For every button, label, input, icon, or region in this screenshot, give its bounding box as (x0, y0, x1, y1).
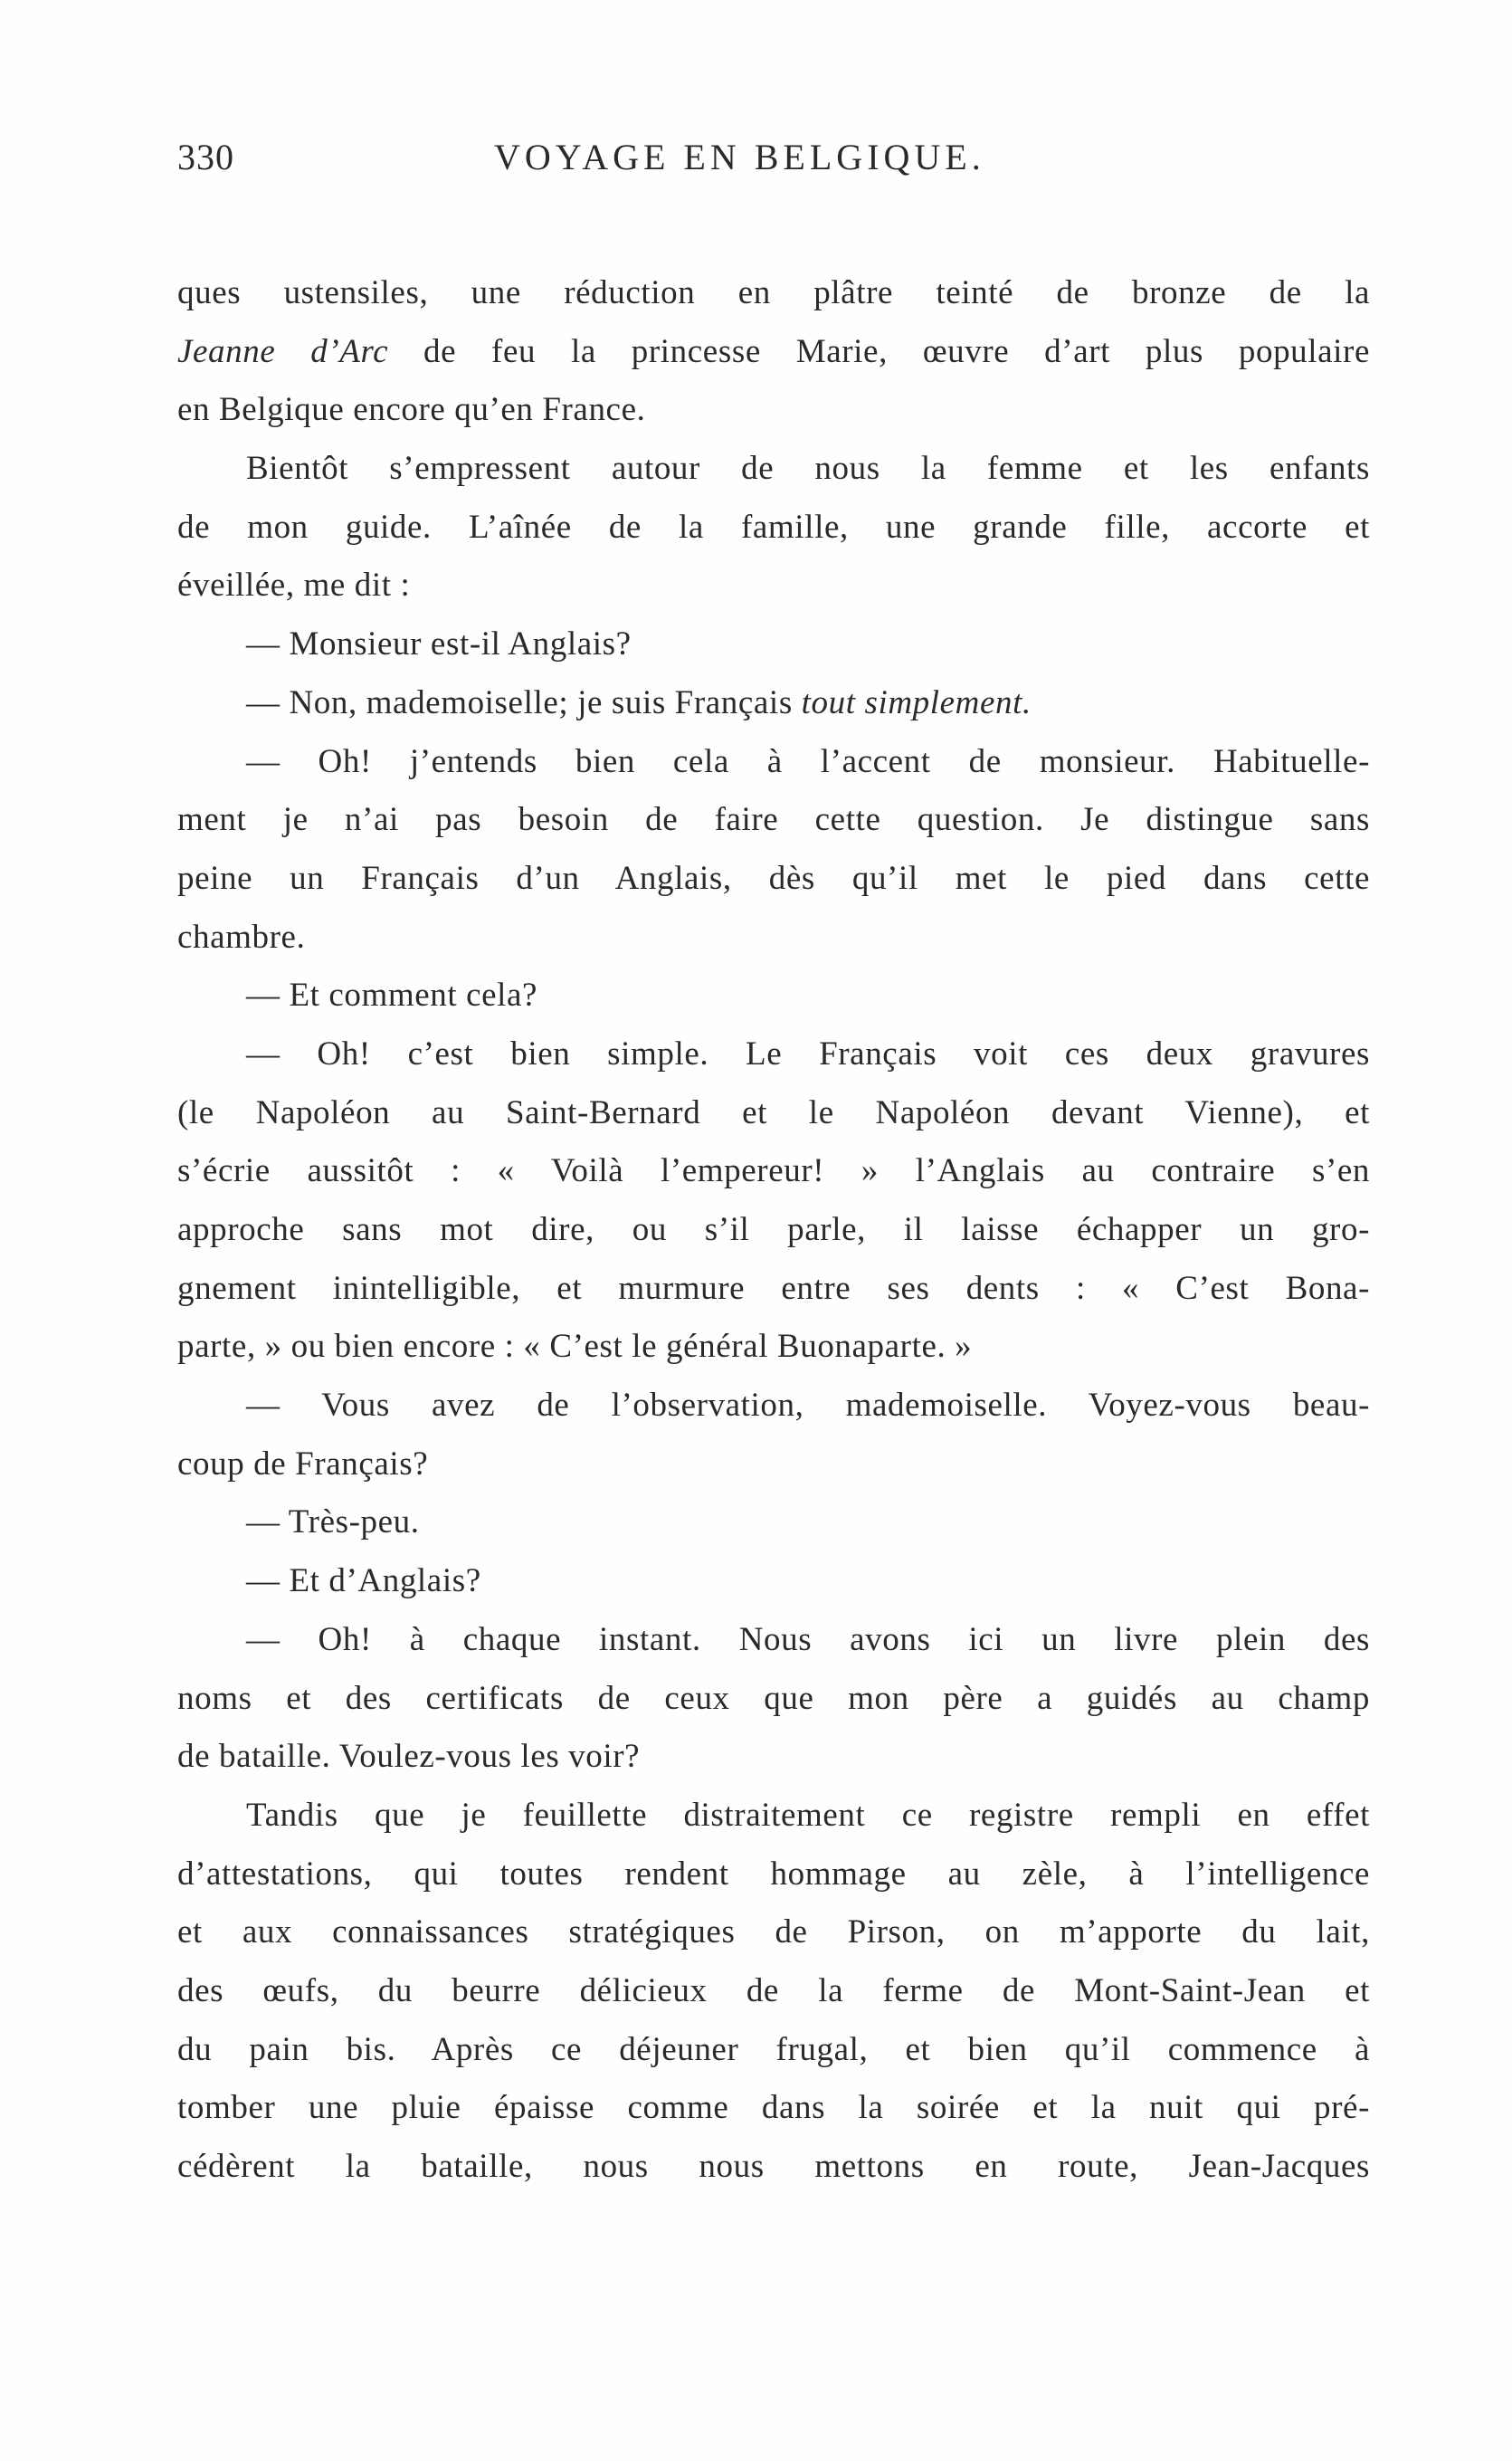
text-line: noms et des certificats de ceux que mon père a guidés au champ (177, 1679, 1370, 1717)
text-line: gnement inintelligible, et murmure entre ses dents : « C’est Bona- (177, 1269, 1370, 1307)
text-line: — Monsieur est-il Anglais? (246, 625, 632, 663)
body-text (177, 264, 1370, 2197)
text-line: ment je n’ai pas besoin de faire cette question. Je distingue sans (177, 801, 1370, 839)
text-line: — Oh! à chaque instant. Nous avons ici un livre plein des (246, 1620, 1370, 1658)
text-line: d’attestations, qui toutes rendent hommage au zèle, à l’intelligence (177, 1855, 1370, 1893)
text-line: du pain bis. Après ce déjeuner frugal, et bien qu’il commence à (177, 2030, 1370, 2068)
text-line: coup de Français? (177, 1445, 429, 1483)
text-line: Jeanne d’Arc de feu la princesse Marie, œuvre d’art plus populaire (177, 332, 1370, 370)
text-line: ques ustensiles, une réduction en plâtre teinté de bronze de la (177, 274, 1370, 311)
text-line: (le Napoléon au Saint-Bernard et le Napoléon devant Vienne), et (177, 1093, 1370, 1131)
text-line: Tandis que je feuillette distraitement ce registre rempli en effet (246, 1796, 1370, 1834)
text-line: peine un Français d’un Anglais, dès qu’il met le pied dans cette (177, 859, 1370, 897)
text-line: tomber une pluie épaisse comme dans la soirée et la nuit qui pré- (177, 2089, 1370, 2127)
italic-title: Jeanne d’Arc (177, 332, 389, 370)
text-line: des œufs, du beurre délicieux de la ferme de Mont-Saint-Jean et (177, 1971, 1370, 2009)
italic-emphasis: tout simplement. (801, 683, 1032, 721)
running-title: VOYAGE EN BELGIQUE. (494, 137, 985, 177)
text-line: s’écrie aussitôt : « Voilà l’empereur! » l’Anglais au contraire s’en (177, 1152, 1370, 1190)
text-line: parte, » ou bien encore : « C’est le général Buonaparte. » (177, 1328, 973, 1366)
text-line: et aux connaissances stratégiques de Pirson, on m’apporte du lait, (177, 1913, 1370, 1951)
text-line: — Vous avez de l’observation, mademoiselle. Voyez-vous beau- (246, 1387, 1370, 1425)
text-line: — Et d’Anglais? (246, 1562, 481, 1600)
page-number: 330 (177, 137, 234, 177)
text-line: de mon guide. L’aînée de la famille, une grande fille, accorte et (177, 508, 1370, 546)
text-line: Bientôt s’empressent autour de nous la femme et les enfants (246, 450, 1370, 488)
text-line: éveillée, me dit : (177, 567, 411, 605)
text-line: cédèrent la bataille, nous nous mettons en route, Jean-Jacques (177, 2148, 1370, 2185)
text-line: en Belgique encore qu’en France. (177, 391, 646, 429)
running-head (177, 136, 1372, 199)
text-line: — Et comment cela? (246, 977, 538, 1015)
text-line: — Oh! c’est bien simple. Le Français voit ces deux gravures (246, 1035, 1370, 1073)
text-line: chambre. (177, 918, 306, 956)
text-line: de bataille. Voulez-vous les voir? (177, 1738, 641, 1776)
text-line: approche sans mot dire, ou s’il parle, il laisse échapper un gro- (177, 1211, 1370, 1248)
text-line: — Non, mademoiselle; je suis Français tout simplement. (246, 683, 1032, 721)
text-line: — Oh! j’entends bien cela à l’accent de monsieur. Habituelle- (246, 742, 1370, 780)
text-line: — Très-peu. (246, 1503, 420, 1541)
